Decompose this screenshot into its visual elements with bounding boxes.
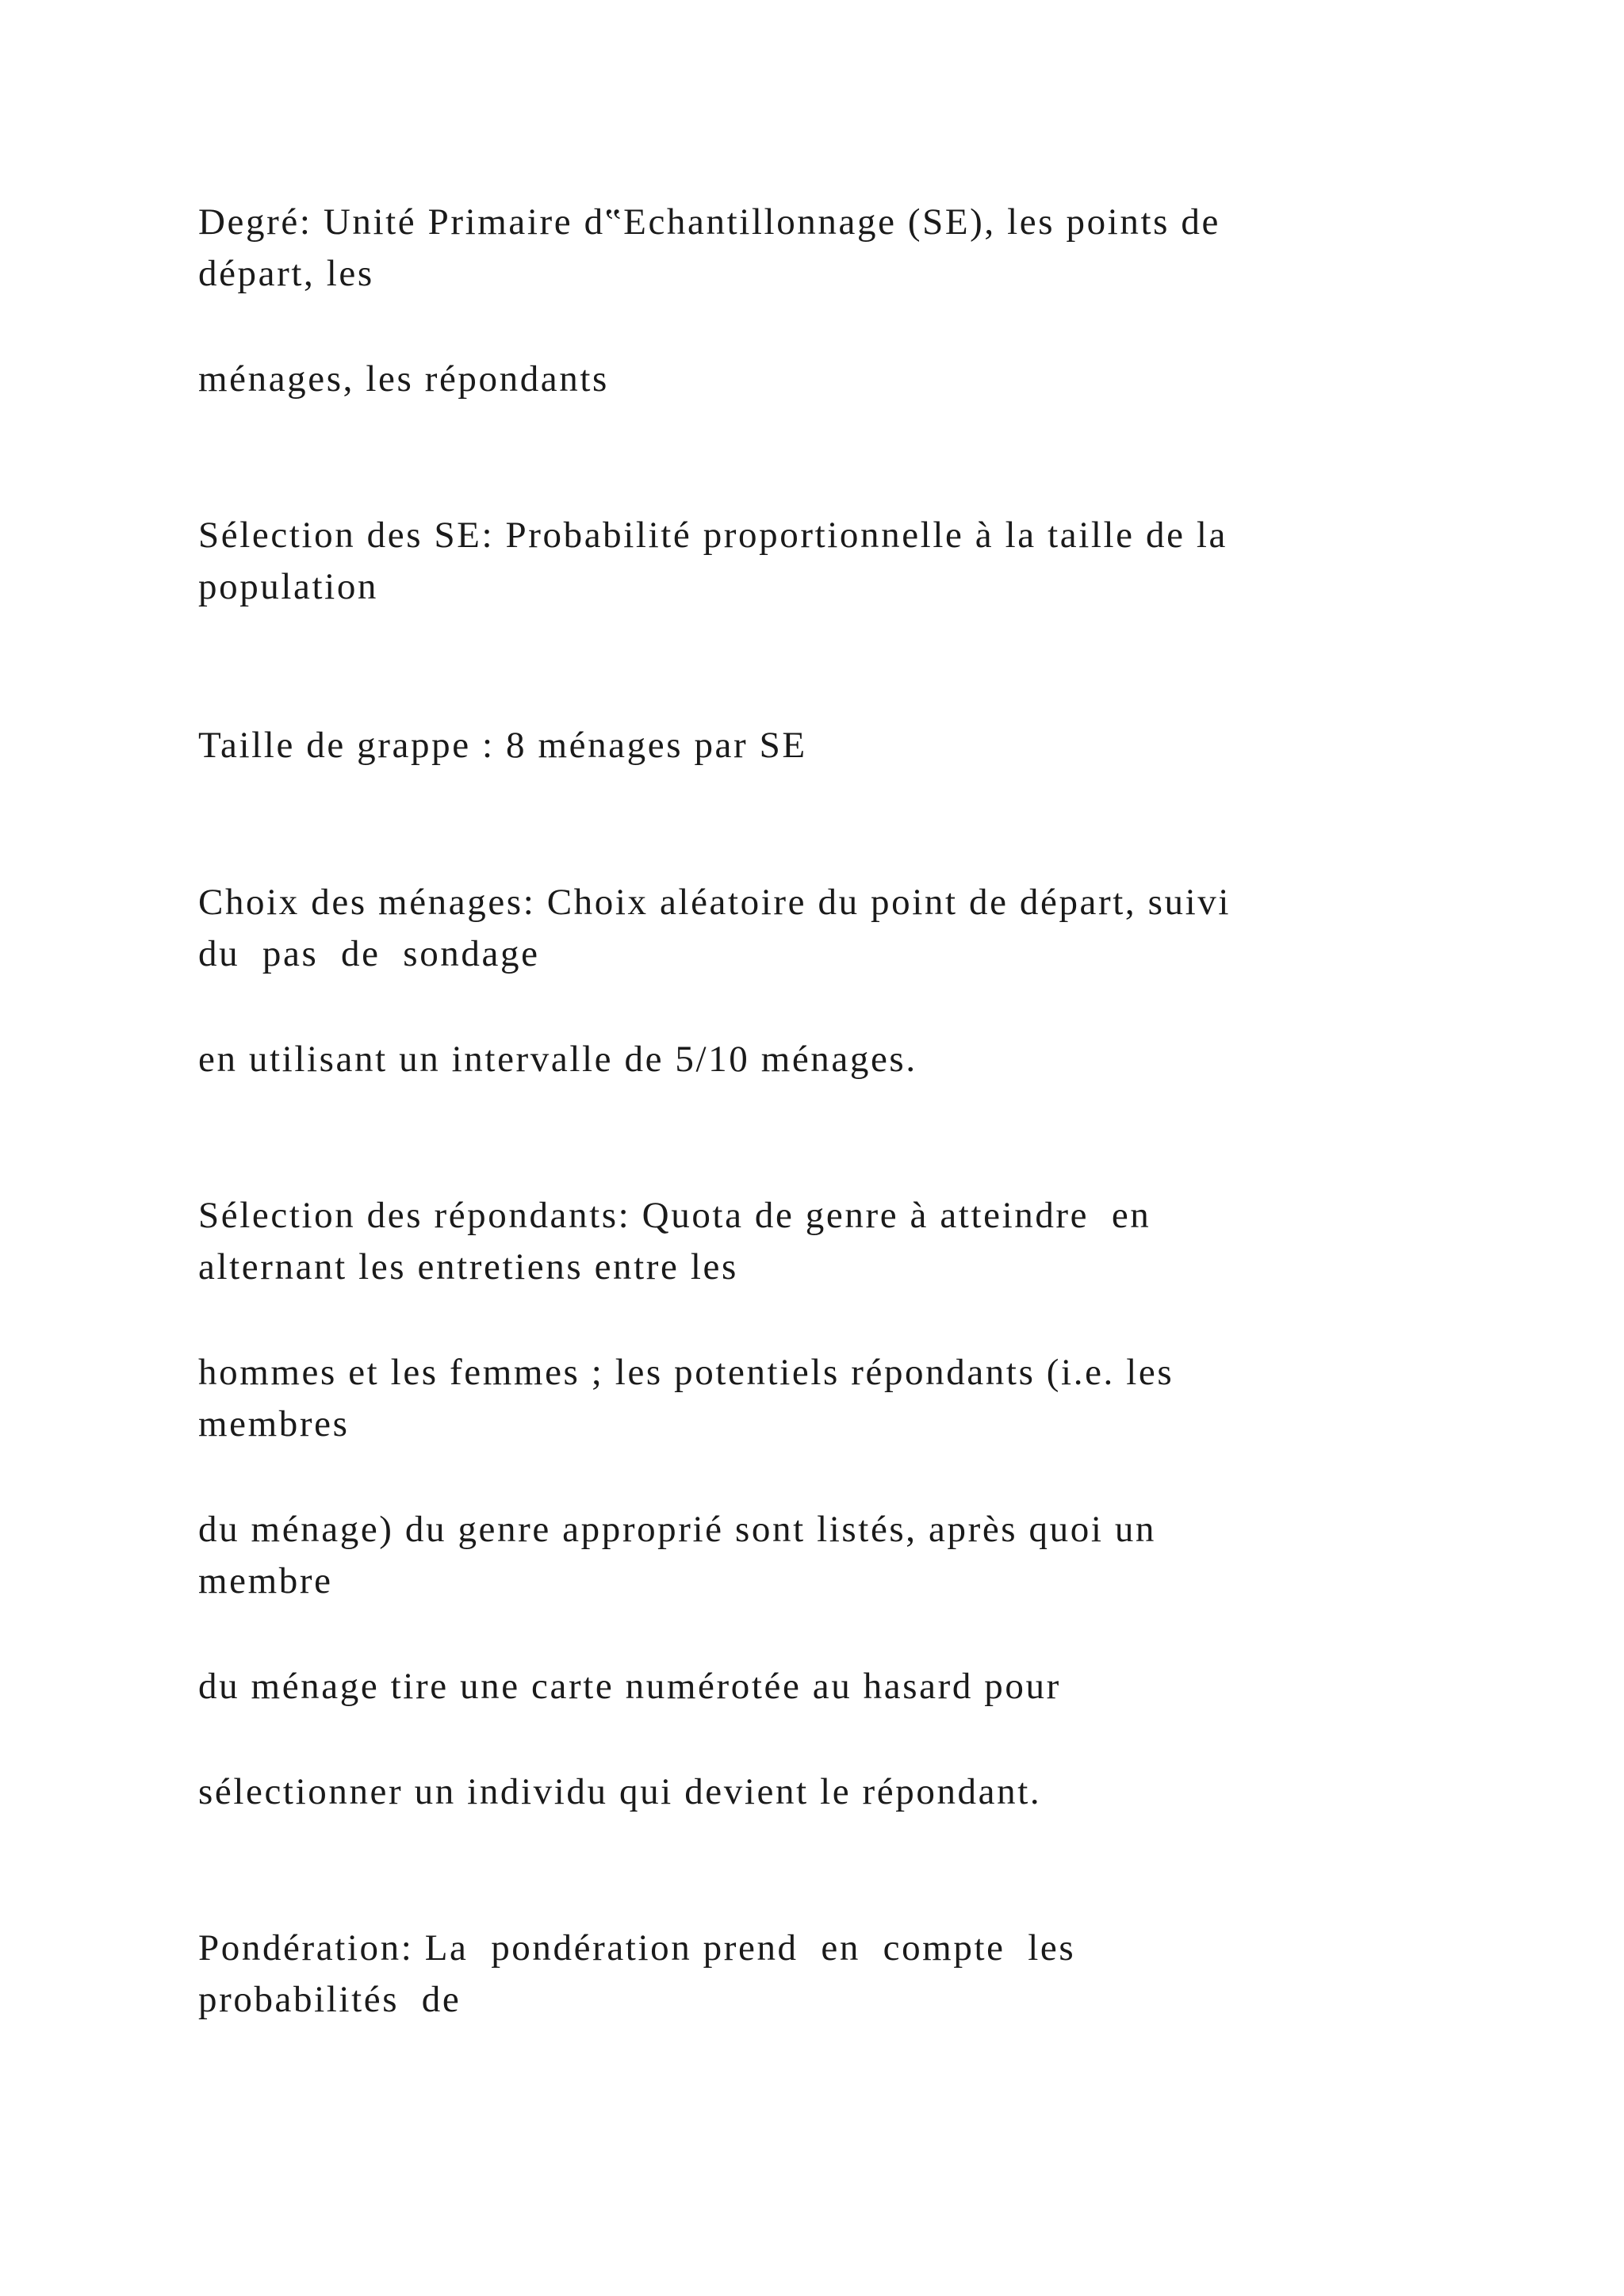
text-line: en utilisant un intervalle de 5/10 ménages. <box>198 1039 917 1080</box>
text-line: du pas de sondage <box>198 933 540 974</box>
text-line: Taille de grappe : 8 ménages par SE <box>198 725 807 766</box>
text-line: Pondération: La pondération prend en compte les <box>198 1927 1076 1969</box>
text-line: membres <box>198 1403 350 1445</box>
text-line: probabilités de <box>198 1979 462 2020</box>
text-line: départ, les <box>198 253 374 294</box>
text-line: sélectionner un individu qui devient le répondant. <box>198 1771 1042 1812</box>
text-line: hommes et les femmes ; les potentiels répondants (i.e. les <box>198 1352 1174 1393</box>
text-line: Choix des ménages: Choix aléatoire du point de départ, suivi <box>198 882 1231 923</box>
text-line: du ménage) du genre approprié sont listés, après quoi un <box>198 1509 1157 1550</box>
text-line: du ménage tire une carte numérotée au hasard pour <box>198 1666 1061 1707</box>
text-line: membre <box>198 1560 333 1601</box>
text-line: alternant les entretiens entre les <box>198 1246 738 1288</box>
text-line: Sélection des SE: Probabilité proportionnelle à la taille de la <box>198 515 1228 556</box>
text-line: Sélection des répondants: Quota de genre à atteindre en <box>198 1195 1151 1236</box>
text-line: ménages, les répondants <box>198 358 609 400</box>
text-line: population <box>198 566 379 607</box>
text-line: Degré: Unité Primaire d‟Echantillonnage (SE), les points de <box>198 201 1220 243</box>
